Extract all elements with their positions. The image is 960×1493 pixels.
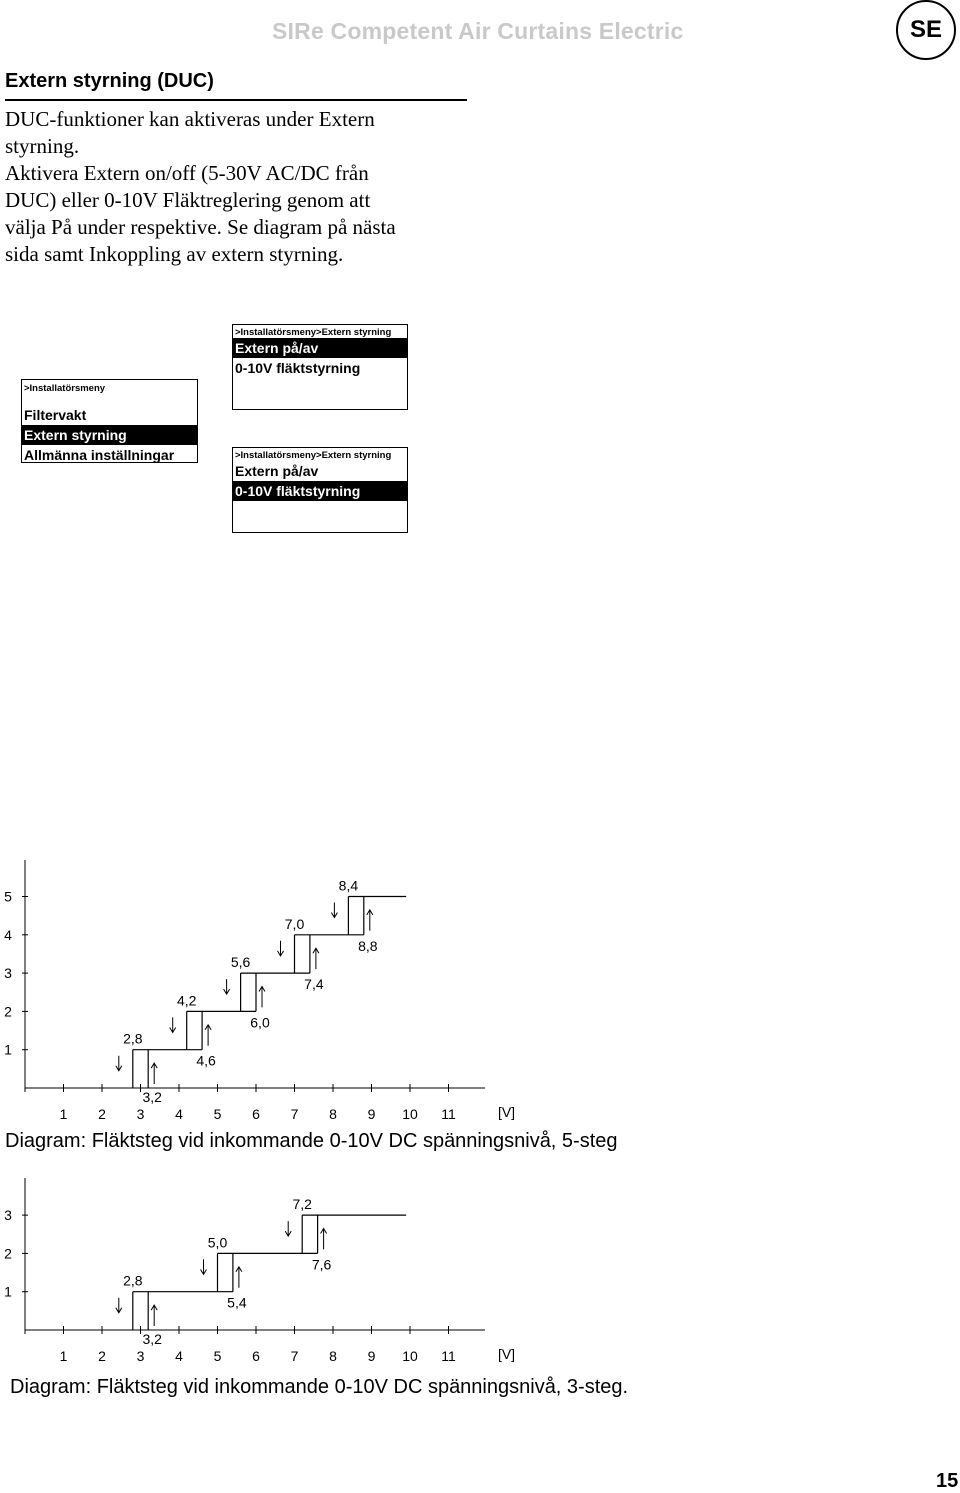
step-down-label: 6,0	[250, 1014, 270, 1031]
chart-5-step-caption: Diagram: Fläktsteg vid inkommande 0-10V DC spänningsnivå, 5-steg	[5, 1130, 618, 1152]
x-unit-label: [V]	[497, 1104, 516, 1120]
y-tick-label: 3	[4, 965, 12, 982]
page-number: 15	[936, 1470, 959, 1492]
up-arrow	[321, 1229, 327, 1250]
section-title: Extern styrning (DUC)	[5, 70, 467, 101]
x-tick-label: 9	[367, 1106, 376, 1122]
x-tick-label: 9	[367, 1348, 376, 1364]
x-tick-label: 7	[290, 1348, 299, 1364]
up-arrow	[313, 948, 319, 969]
language-badge: SE	[896, 0, 956, 60]
x-tick-label: 8	[329, 1348, 337, 1364]
step-up-label: 5,6	[230, 954, 251, 971]
up-arrow	[205, 1025, 211, 1046]
menu-installer	[21, 379, 198, 463]
y-tick-label: 2	[4, 1003, 12, 1020]
down-arrow	[331, 903, 337, 918]
section-body	[5, 106, 475, 268]
step-down-label: 7,4	[304, 976, 324, 993]
up-arrow	[236, 1267, 242, 1288]
y-tick-label: 3	[4, 1207, 12, 1224]
step-down-label: 3,2	[142, 1331, 162, 1347]
up-arrow	[151, 1063, 157, 1084]
body-line: sida samt Inkoppling av extern styrning.	[5, 242, 344, 266]
step-down-label: 7,6	[311, 1256, 332, 1273]
x-tick-label: 4	[175, 1348, 183, 1364]
menu-extern-styrning-1	[232, 324, 408, 410]
x-tick-label: 2	[98, 1348, 106, 1364]
down-arrow	[285, 1221, 291, 1236]
step-up-label: 8,4	[338, 877, 359, 894]
x-tick-label: 6	[252, 1106, 260, 1122]
x-tick-label: 7	[290, 1106, 299, 1122]
step-down-label: 4,6	[196, 1052, 216, 1069]
step-up-label: 5,0	[207, 1234, 228, 1251]
step-up-label: 7,2	[292, 1196, 312, 1213]
down-arrow	[116, 1298, 122, 1313]
down-arrow	[278, 941, 284, 956]
x-unit-label: [V]	[497, 1346, 516, 1362]
step-up-label: 4,2	[176, 992, 197, 1009]
y-tick-label: 1	[4, 1041, 12, 1058]
x-tick-label: 1	[59, 1348, 68, 1364]
menu-item-0-10v-flaktstyrning[interactable]: 0-10V fläktstyrning	[233, 481, 407, 501]
step-up-label: 7,0	[284, 915, 305, 932]
x-tick-label: 8	[329, 1106, 337, 1122]
x-tick-label: 3	[136, 1348, 145, 1364]
step-up-label: 2,8	[123, 1030, 143, 1047]
y-tick-label: 5	[4, 888, 12, 905]
y-tick-label: 2	[4, 1245, 12, 1262]
x-tick-label: 4	[175, 1106, 183, 1122]
step-up-label: 2,8	[123, 1272, 143, 1289]
chart-5-step	[0, 850, 560, 1130]
up-arrow	[151, 1305, 157, 1326]
up-arrow	[259, 987, 265, 1008]
down-arrow	[116, 1056, 122, 1071]
up-arrow	[367, 910, 373, 931]
x-tick-label: 3	[136, 1106, 145, 1122]
step-curve	[133, 897, 406, 1089]
menu-item-0-10v-flaktstyrning[interactable]: 0-10V fläktstyrning	[235, 360, 361, 376]
x-tick-label: 5	[213, 1348, 222, 1364]
chart-3-step	[0, 1170, 560, 1370]
x-tick-label: 2	[98, 1106, 106, 1122]
x-tick-label: 11	[441, 1348, 456, 1364]
menu-extern-styrning-2	[232, 447, 408, 533]
menu-item-extern-pa-av[interactable]: Extern på/av	[233, 338, 407, 358]
x-tick-label: 11	[441, 1106, 456, 1122]
x-tick-label: 6	[252, 1348, 260, 1364]
body-line: DUC-funktioner kan aktiveras under Extern	[5, 107, 375, 131]
menu-path: >Installatörsmeny>Extern styrning	[235, 327, 392, 338]
y-tick-label: 1	[4, 1283, 12, 1300]
menu-item-filtervakt[interactable]: Filtervakt	[24, 407, 87, 423]
x-tick-label: 1	[59, 1106, 68, 1122]
body-line: styrning.	[5, 134, 80, 158]
body-line: DUC) eller 0-10V Fläktreglering genom att	[5, 188, 371, 212]
step-down-label: 8,8	[358, 937, 378, 954]
brand-title: SIRe Competent Air Curtains Electric	[272, 18, 684, 44]
x-tick-label: 5	[213, 1106, 222, 1122]
y-tick-label: 4	[4, 926, 12, 943]
down-arrow	[201, 1259, 207, 1274]
down-arrow	[224, 979, 230, 994]
x-tick-label: 10	[402, 1106, 418, 1122]
menu-item-extern-pa-av[interactable]: Extern på/av	[235, 463, 319, 479]
menu-item-extern-styrning[interactable]: Extern styrning	[22, 425, 197, 445]
step-curve	[133, 1215, 406, 1330]
step-down-label: 3,2	[142, 1089, 162, 1105]
step-down-label: 5,4	[227, 1294, 247, 1311]
body-line: Aktivera Extern on/off (5-30V AC/DC från	[5, 161, 369, 185]
x-tick-label: 10	[402, 1348, 418, 1364]
down-arrow	[170, 1017, 176, 1032]
menu-path: >Installatörsmeny	[24, 383, 106, 394]
menu-item-allmanna-installningar[interactable]: Allmänna inställningar	[24, 447, 175, 463]
menu-path: >Installatörsmeny>Extern styrning	[235, 450, 392, 461]
body-line: välja På under respektive. Se diagram på nästa	[5, 215, 396, 239]
chart-3-step-caption: Diagram: Fläktsteg vid inkommande 0-10V DC spänningsnivå, 3-steg.	[10, 1376, 629, 1398]
